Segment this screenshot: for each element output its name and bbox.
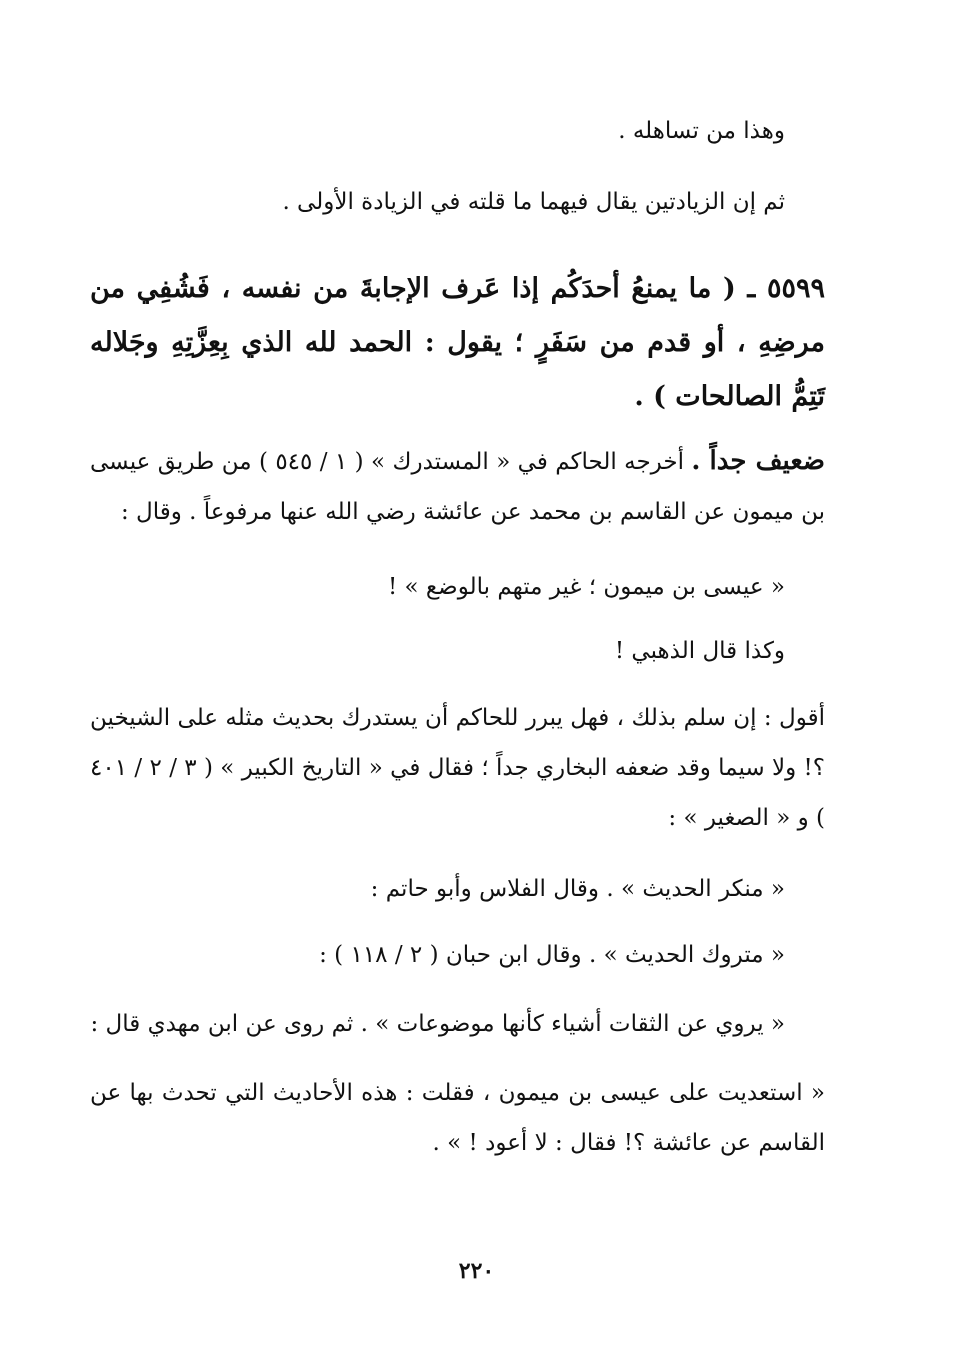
paragraph-6: أقول : إن سلم بذلك ، فهل يبرر للحاكم أن يستدرك بحديث مثله على الشيخين ؟! ولا سيما وقد ضعفه البخاري جداً ؛ فقال في « التاريخ الكبير » ( ٣ / ٢ / ٤٠١ ) و « الصغير » : <box>90 705 826 831</box>
paragraph-8: « متروك الحديث » . وقال ابن حبان ( ٢ / ١١٨ ) : <box>319 942 785 968</box>
paragraph-9: « يروي عن الثقات أشياء كأنها موضوعات » . ثم روى عن ابن مهدي قال : <box>90 1011 785 1037</box>
paragraph-1: وهذا من تساهله . <box>618 118 785 144</box>
grade-label: ضعيف جداً . <box>691 446 826 476</box>
page-number: ٢٢٠ <box>458 1258 495 1284</box>
grading-paragraph <box>90 436 825 537</box>
paragraph-2: ثم إن الزيادتين يقال فيهما ما قلته في الزيادة الأولى . <box>282 189 785 215</box>
paragraph-10: « استعديت على عيسى بن ميمون ، فقلت : هذه الأحاديث التي تحدث بها عن القاسم عن عائشة ؟! فقال : لا أعود ! » . <box>90 1080 825 1156</box>
grade-text: أخرجه الحاكم في « المستدرك » ( ١ / ٥٤٥ ) من طريق عيسى بن ميمون عن القاسم بن محمد عن عائشة رضي الله عنها مرفوعاً . وقال : <box>90 449 825 525</box>
paragraph-4: « عيسى بن ميمون ؛ غير متهم بالوضع » ! <box>388 574 785 600</box>
hadith-text: ٥٥٩٩ ـ ( ما يمنعُ أحدَكُم إذا عَرف الإجابةَ من نفسه ، فَشُفِي من مرضِهِ ، أو قدم من سَفَرٍ ؛ يقول : الحمد لله الذي بِعِزَّتِهِ وجَلاله تَتِمُّ الصالحات ) . <box>90 273 825 412</box>
paragraph-5: وكذا قال الذهبي ! <box>614 638 785 664</box>
paragraph-7: « منكر الحديث » . وقال الفلاس وأبو حاتم : <box>370 876 785 902</box>
